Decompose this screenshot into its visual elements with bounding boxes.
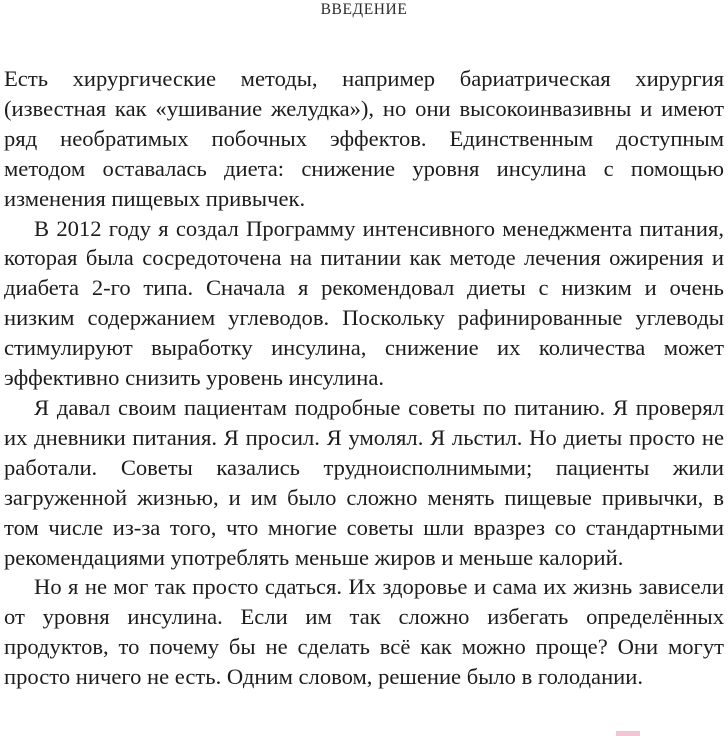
running-header: ВВЕДЕНИЕ bbox=[320, 1, 408, 18]
page-edge-mark bbox=[616, 731, 640, 736]
body-text bbox=[4, 64, 724, 692]
paragraph-3: Я давал своим пациентам подробные советы по питанию. Я проверял их дневники питания. Я просил. Я умолял. Я льстил. Но диеты просто не работали. Советы казались трудноисполнимыми; пациенты жили загруженной жизнью, и им было сложно менять пищевые привычки, в том числе из-за того, что многие советы шли вразрез со стандартными рекомендациями употреблять меньше жиров и меньше калорий. bbox=[4, 394, 724, 570]
paragraph-2: В 2012 году я создал Программу интенсивного менеджмента питания, которая была сосредоточена на питании как методе лечения ожирения и диабета 2-го типа. Сначала я рекомендовал диеты с низким и очень низким содержанием углеводов. Поскольку рафинированные углеводы стимулируют выработку инсулина, снижение их количества может эффективно снизить уровень инсулина. bbox=[4, 215, 724, 391]
paragraph-4: Но я не мог так просто сдаться. Их здоровье и сама их жизнь зависели от уровня инсулина. Если им так сложно избегать определённых продуктов, то почему бы не сделать всё как можно проще? Они могут просто ничего не есть. Одним словом, решение было в голодании. bbox=[4, 574, 724, 690]
paragraph-1: Есть хирургические методы, например бариатрическая хирургия (известная как «ушивание желудка»), но они высокоинвазивны и имеют ряд необратимых побочных эффектов. Единственным доступным методом оставалась диета: снижение уровня инсулина с помощью изменения пищевых привычек. bbox=[4, 66, 724, 211]
